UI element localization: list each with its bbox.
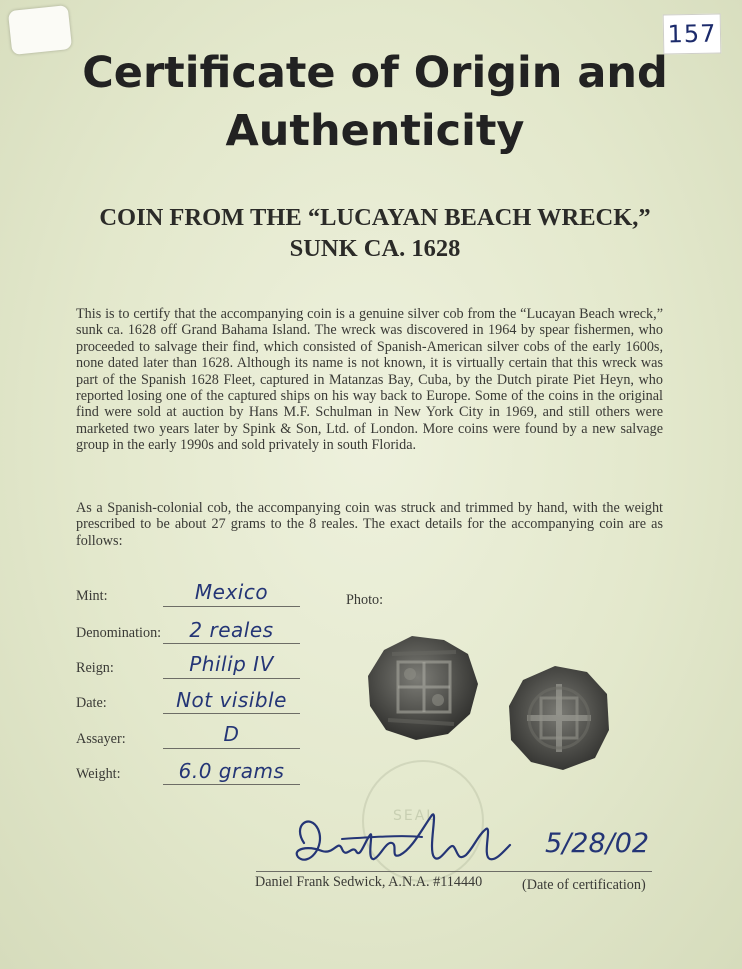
mint-value: Mexico [194, 580, 269, 604]
photo-label: Photo: [346, 592, 384, 608]
title-line-1: Certificate of Origin and [82, 48, 668, 98]
certificate-title [40, 44, 710, 160]
signature-line [256, 871, 652, 872]
details-intro-paragraph: As a Spanish-colonial cob, the accompanying coin was struck and trimmed by hand, with the weight prescribed to be about 27 grams to the 8 reales. The exact details for the accompanying coin are as follows: [76, 500, 663, 549]
date-label: Date: [76, 695, 107, 711]
coin-reverse-photo [505, 660, 613, 772]
denomination-value: 2 reales [189, 618, 274, 642]
date-value: Not visible [176, 688, 287, 712]
assayer-label: Assayer: [76, 731, 126, 747]
subtitle-line-1: COIN FROM THE “LUCAYAN BEACH WRECK,” [99, 204, 651, 231]
title-line-2: Authenticity [225, 106, 525, 156]
mint-underline [163, 606, 300, 607]
subtitle-line-2: SUNK CA. 1628 [289, 235, 461, 262]
handwritten-date: 5/28/02 [545, 828, 650, 859]
assayer-value: D [223, 722, 240, 746]
reign-label: Reign: [76, 660, 114, 676]
coin-obverse-photo [364, 632, 480, 742]
handwritten-signature [282, 805, 518, 877]
lot-number: 157 [667, 19, 717, 49]
weight-value: 6.0 grams [178, 759, 285, 783]
seal-text: SEAL [393, 808, 437, 824]
history-paragraph: This is to certify that the accompanying coin is a genuine silver cob from the “Lucayan Beach wreck,” sunk ca. 1628 off Grand Bahama Island. The wreck was discovered in 1964 by spear fishermen, who proceeded to salvage their find, which consisted of Spanish-American silver cobs of the early 1600s, none dated later than 1628. Although its name is not known, it is virtually certain that this wreck was part of the Spanish 1628 Fleet, captured in Matanzas Bay, Cuba, by the Dutch pirate Piet Heyn, who reported losing one of the captured ships on his way back to Europe. Some of the coins in the original find were sold at auction by Hans M.F. Schulman in New York City in 1969, and still others were marketed two years later by Spink & Son, Ltd. of London. More coins were found by a new salvage group in the early 1990s and sold privately in south Florida. [76, 306, 663, 454]
weight-label: Weight: [76, 766, 121, 782]
date-underline [163, 713, 300, 714]
denomination-underline [163, 643, 300, 644]
assayer-underline [163, 748, 300, 749]
reign-underline [163, 678, 300, 679]
mint-label: Mint: [76, 588, 108, 604]
certification-date-caption: (Date of certification) [522, 877, 646, 893]
weight-underline [163, 784, 300, 785]
reign-value: Philip IV [189, 652, 274, 676]
denomination-label: Denomination: [76, 625, 162, 641]
certificate-subtitle [40, 202, 710, 264]
signer-name: Daniel Frank Sedwick, A.N.A. #114440 [255, 874, 483, 890]
